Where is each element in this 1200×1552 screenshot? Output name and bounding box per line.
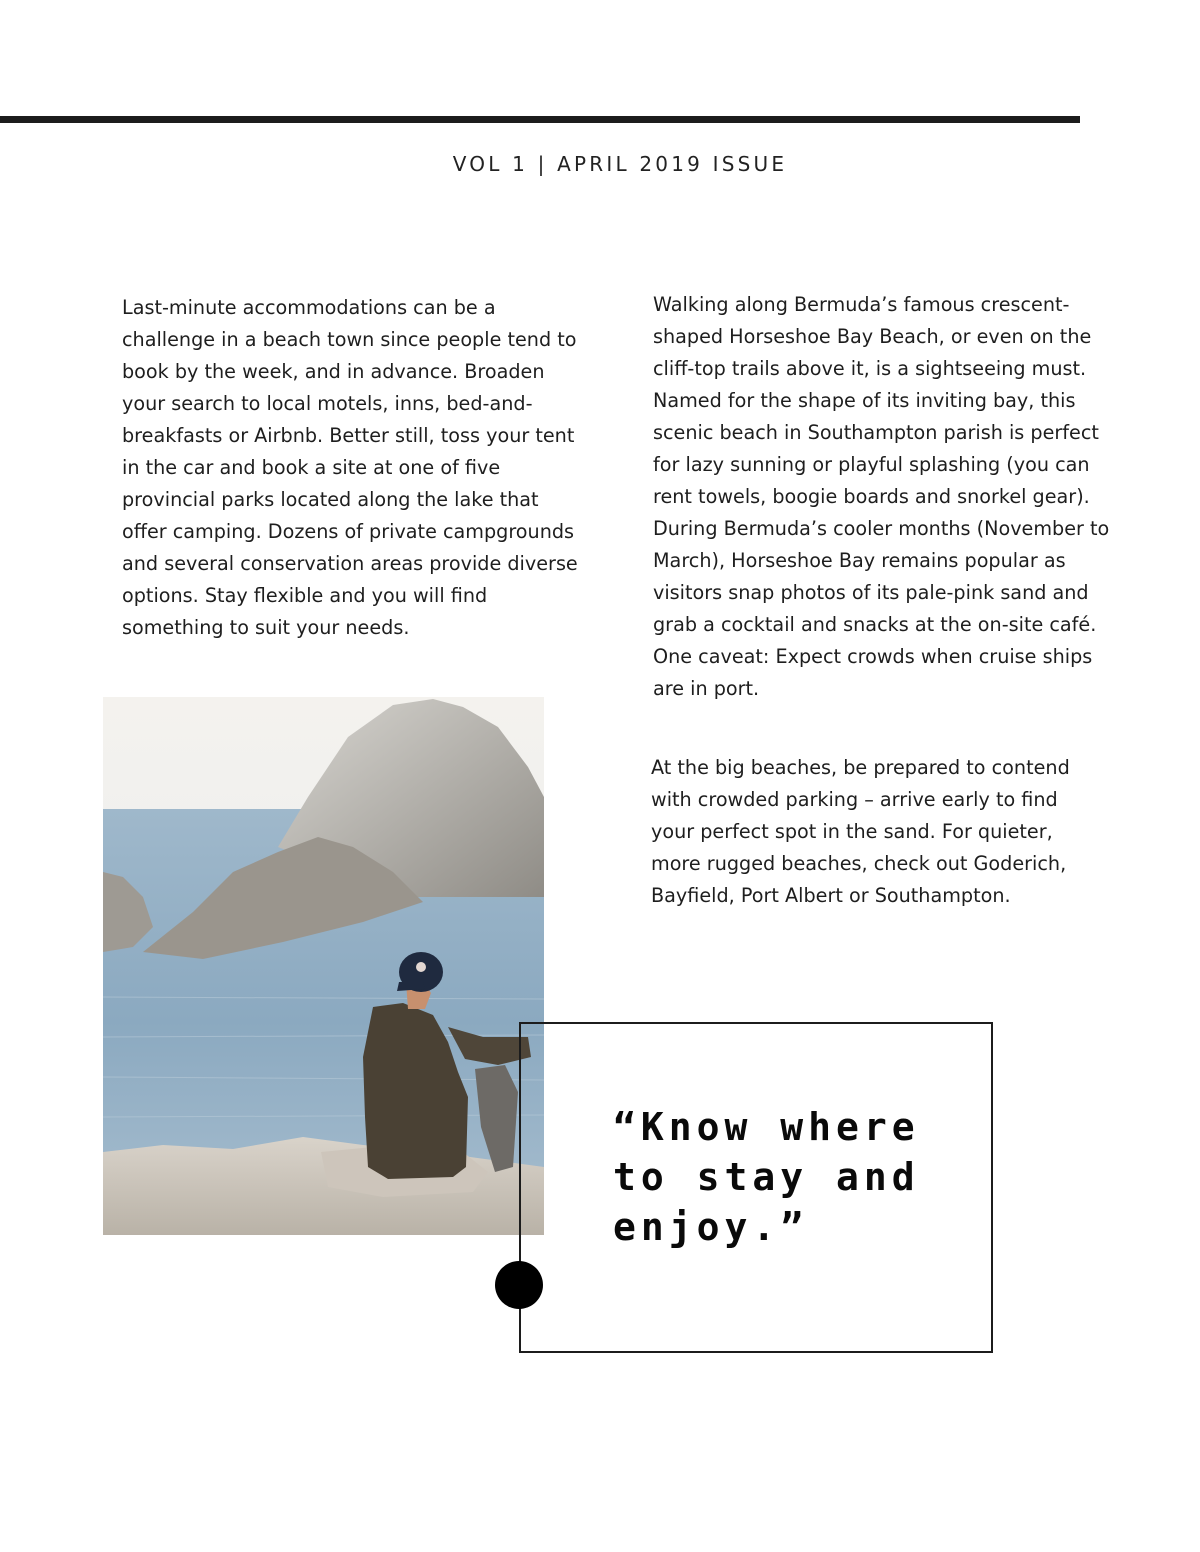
article-left-paragraph: Last-minute accommodations can be a challenge in a beach town since people tend to book by the week, and in advance. Broaden your search to local motels, inns, bed-and-breakfasts or Airbnb. Better still, toss your tent in the car and book a site at one of five provincial parks located along the lake that offer camping. Dozens of private campgrounds and several conservation areas provide diverse options. Stay flexible and you will find something to suit your needs. bbox=[122, 296, 578, 639]
photo-man-on-cliff bbox=[103, 697, 544, 1235]
pull-quote-text: “Know where to stay and enjoy.” bbox=[613, 1105, 920, 1249]
article-right-paragraph-1: Walking along Bermuda’s famous crescent-shaped Horseshoe Bay Beach, or even on the cliff-top trails above it, is a sightseeing must. Named for the shape of its inviting bay, this scenic beach in Southampton parish is perfect for lazy sunning or playful splashing (you can rent towels, boogie boards and snorkel gear). During Bermuda’s cooler months (November to March), Horseshoe Bay remains popular as visitors snap photos of its pale-pink sand and grab a cocktail and snacks at the on-site café. One caveat: Expect crowds when cruise ships are in port. bbox=[653, 293, 1110, 700]
top-rule bbox=[0, 116, 1080, 123]
connector-dot bbox=[495, 1261, 543, 1309]
photo-illustration bbox=[103, 697, 544, 1235]
article-right-paragraph-2: At the big beaches, be prepared to contend with crowded parking – arrive early to find your perfect spot in the sand. For quieter, more rugged beaches, check out Goderich, Bayfield, Port Albert or Southampton. bbox=[651, 756, 1070, 907]
issue-line: VOL 1 | APRIL 2019 ISSUE bbox=[452, 152, 788, 176]
